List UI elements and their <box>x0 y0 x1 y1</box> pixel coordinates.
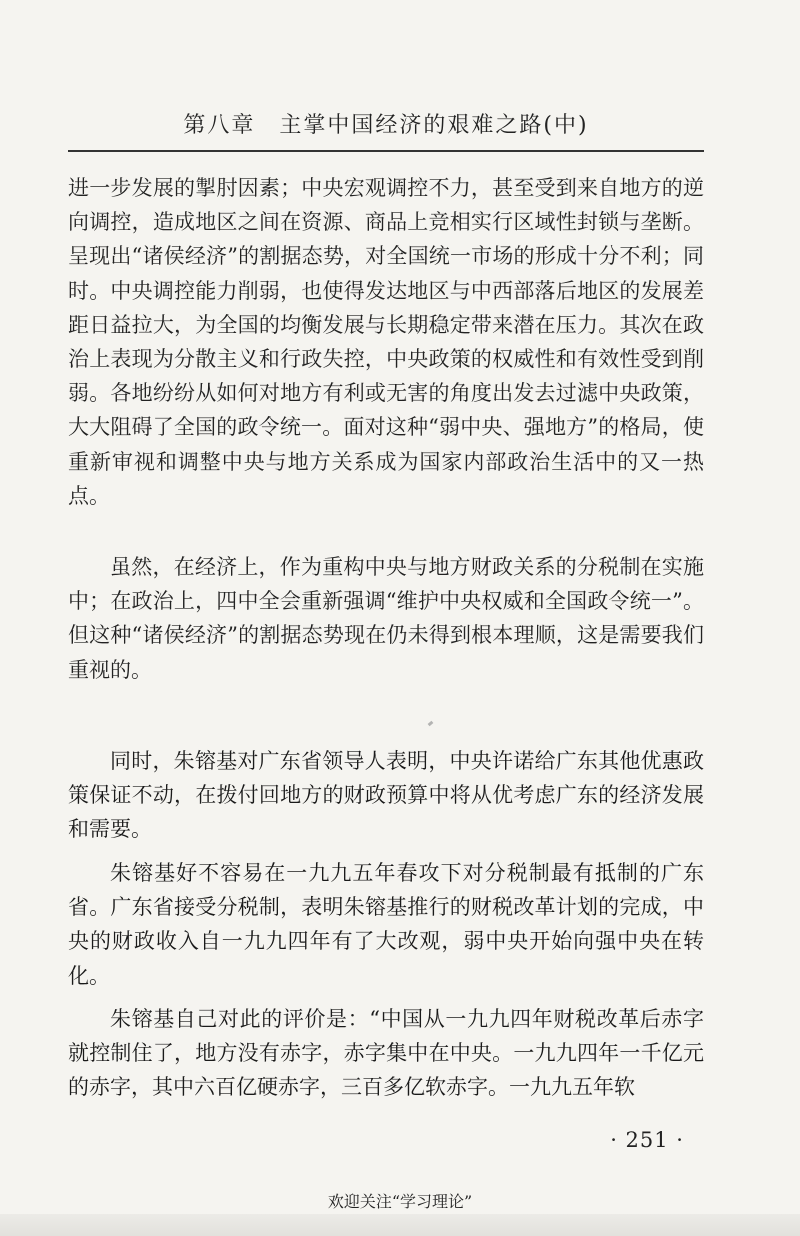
page-number: · 251 · <box>610 1128 684 1152</box>
ink-smudge <box>428 721 434 727</box>
chapter-header: 第八章 主掌中国经济的艰难之路(中) <box>183 113 589 138</box>
header-rule <box>68 150 704 152</box>
body-paragraph-3: 同时，朱镕基对广东省领导人表明，中央许诺给广东其他优惠政策保证不动，在拨付回地方的财政预算中将从优考虑广东的经济发展和需要。 <box>68 749 704 842</box>
body-paragraph-1: 进一步发展的掣肘因素；中央宏观调控不力，甚至受到来自地方的逆向调控，造成地区之间在资源、商品上竞相实行区域性封锁与垄断。呈现出“诸侯经济”的割据态势，对全国统一市场的形成十分不利；同时。中央调控能力削弱，也使得发达地区与中西部落后地区的发展差距日益拉大，为全国的均衡发展与长期稳定带来潜在压力。其次在政治上表现为分散主义和行政失控，中央政策的权威性和有效性受到削弱。各地纷纷从如何对地方有利或无害的角度出发去过滤中央政策，大大阻碍了全国的政令统一。面对这种“弱中央、强地方”的格局，使重新审视和调整中央与地方关系成为国家内部政治生活中的又一热点。 <box>68 176 704 508</box>
body-paragraph-2: 虽然，在经济上，作为重构中央与地方财政关系的分税制在实施中；在政治上，四中全会重新强调“维护中央权威和全国政令统一”。但这种“诸侯经济”的割据态势现在仍未得到根本理顺，这是需要我们重视的。 <box>68 555 704 682</box>
body-paragraph-4: 朱镕基好不容易在一九九五年春攻下对分税制最有抵制的广东省。广东省接受分税制，表明朱镕基推行的财税改革计划的完成，中央的财政收入自一九九四年有了大改观，弱中央开始向强中央在转化。 <box>68 861 704 988</box>
body-paragraph-5: 朱镕基自己对此的评价是：“中国从一九九四年财税改革后赤字就控制住了，地方没有赤字，赤字集中在中央。一九九四年一千亿元的赤字，其中六百亿硬赤字，三百多亿软赤字。一九九五年软 <box>68 1007 704 1100</box>
scan-edge <box>0 1214 800 1236</box>
footer-note: 欢迎关注“学习理论” <box>327 1192 473 1211</box>
